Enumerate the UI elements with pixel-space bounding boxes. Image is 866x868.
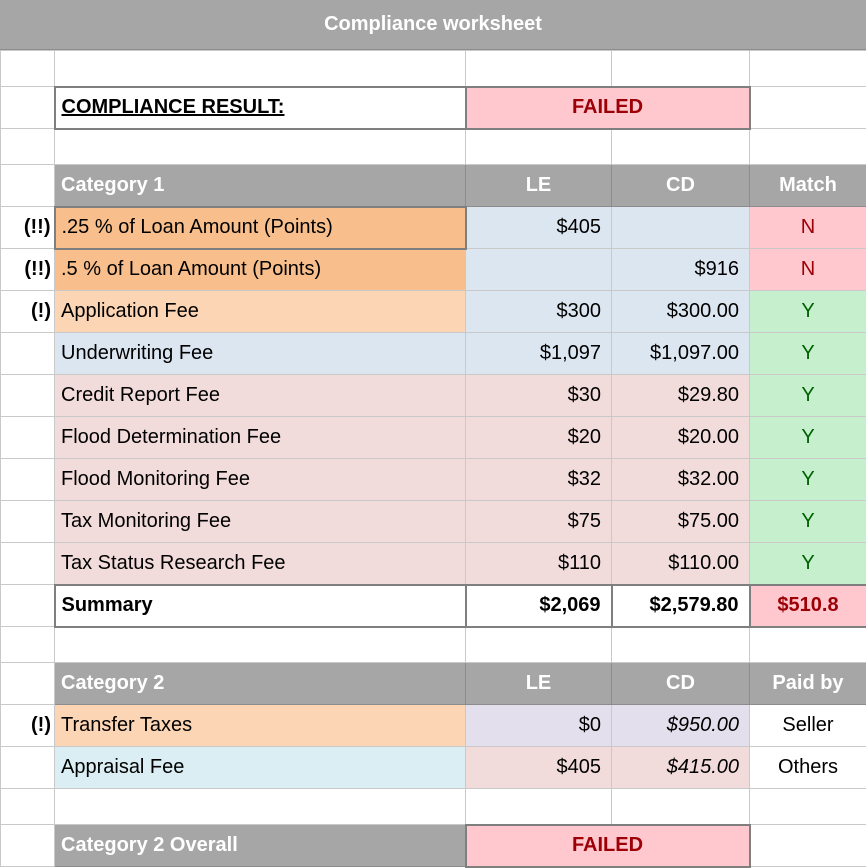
table-row [1, 375, 866, 417]
category2-header-name[interactable]: Category 2 [55, 663, 466, 705]
fee-le[interactable]: $32 [466, 459, 612, 501]
table-row [1, 705, 866, 747]
category2-header-row [1, 663, 866, 705]
fee-cd[interactable]: $75.00 [612, 501, 750, 543]
table-row [1, 249, 866, 291]
fee-name[interactable]: Tax Status Research Fee [55, 543, 466, 585]
warning-flag[interactable] [1, 333, 55, 375]
fee-cd[interactable] [612, 207, 750, 249]
cell[interactable] [612, 789, 750, 825]
warning-flag[interactable] [1, 501, 55, 543]
blank-row [1, 627, 866, 663]
cell[interactable] [466, 789, 612, 825]
category2-header-cd[interactable]: CD [612, 663, 750, 705]
fee-name[interactable]: .25 % of Loan Amount (Points) [55, 207, 466, 249]
table-row [1, 459, 866, 501]
fee-le[interactable]: $1,097 [466, 333, 612, 375]
table-row [1, 501, 866, 543]
warning-flag[interactable] [1, 747, 55, 789]
cell[interactable] [612, 627, 750, 663]
warning-flag[interactable]: (!!) [1, 207, 55, 249]
compliance-result-label[interactable]: COMPLIANCE RESULT: [55, 87, 466, 129]
fee-match[interactable]: N [750, 249, 866, 291]
summary-difference[interactable]: $510.8 [750, 585, 866, 627]
table-row [1, 207, 866, 249]
table-row [1, 747, 866, 789]
category1-header-match[interactable]: Match [750, 165, 866, 207]
category1-header-le[interactable]: LE [466, 165, 612, 207]
summary-row [1, 585, 866, 627]
category1-header-name[interactable]: Category 1 [55, 165, 466, 207]
fee-le[interactable] [466, 249, 612, 291]
fee-cd[interactable]: $110.00 [612, 543, 750, 585]
worksheet-title: Compliance worksheet [0, 0, 866, 50]
cell[interactable] [750, 87, 866, 129]
fee-cd[interactable]: $32.00 [612, 459, 750, 501]
warning-flag[interactable] [1, 375, 55, 417]
cell[interactable] [750, 627, 866, 663]
cell[interactable] [466, 51, 612, 87]
cell[interactable] [1, 663, 55, 705]
fee-name[interactable]: Appraisal Fee [55, 747, 466, 789]
cell[interactable] [466, 627, 612, 663]
fee-name[interactable]: Application Fee [55, 291, 466, 333]
fee-le[interactable]: $0 [466, 705, 612, 747]
fee-name[interactable]: Tax Monitoring Fee [55, 501, 466, 543]
cell[interactable] [1, 789, 55, 825]
cell[interactable] [1, 51, 55, 87]
fee-match[interactable]: Y [750, 501, 866, 543]
fee-name[interactable]: Flood Monitoring Fee [55, 459, 466, 501]
worksheet-grid [0, 50, 866, 868]
cell[interactable] [1, 627, 55, 663]
fee-cd[interactable]: $1,097.00 [612, 333, 750, 375]
blank-row [1, 51, 866, 87]
warning-flag[interactable]: (!!) [1, 249, 55, 291]
warning-flag[interactable] [1, 459, 55, 501]
cell[interactable] [466, 129, 612, 165]
category2-overall-value[interactable]: FAILED [466, 825, 750, 867]
table-row [1, 417, 866, 459]
cell[interactable] [1, 129, 55, 165]
cell[interactable] [55, 51, 466, 87]
category2-overall-label[interactable]: Category 2 Overall [55, 825, 466, 867]
fee-le[interactable]: $405 [466, 747, 612, 789]
summary-label[interactable]: Summary [55, 585, 466, 627]
cell[interactable] [612, 129, 750, 165]
fee-name[interactable]: .5 % of Loan Amount (Points) [55, 249, 466, 291]
fee-le[interactable]: $30 [466, 375, 612, 417]
fee-match[interactable]: Y [750, 333, 866, 375]
fee-match[interactable]: N [750, 207, 866, 249]
cell[interactable] [1, 825, 55, 867]
summary-le[interactable]: $2,069 [466, 585, 612, 627]
table-row [1, 543, 866, 585]
category2-header-paid-by[interactable]: Paid by [750, 663, 866, 705]
cell[interactable] [1, 585, 55, 627]
category1-header-row [1, 165, 866, 207]
fee-name[interactable]: Flood Determination Fee [55, 417, 466, 459]
cell[interactable] [750, 789, 866, 825]
cell[interactable] [750, 51, 866, 87]
warning-flag[interactable]: (!) [1, 705, 55, 747]
fee-paid-by[interactable]: Seller [750, 705, 866, 747]
warning-flag[interactable] [1, 417, 55, 459]
cell[interactable] [750, 129, 866, 165]
warning-flag[interactable]: (!) [1, 291, 55, 333]
fee-paid-by[interactable]: Others [750, 747, 866, 789]
cell[interactable] [750, 825, 866, 867]
fee-match[interactable]: Y [750, 543, 866, 585]
cell[interactable] [612, 51, 750, 87]
fee-cd[interactable]: $29.80 [612, 375, 750, 417]
blank-row [1, 789, 866, 825]
fee-match[interactable]: Y [750, 375, 866, 417]
cell[interactable] [1, 87, 55, 129]
fee-le[interactable]: $405 [466, 207, 612, 249]
fee-name[interactable]: Underwriting Fee [55, 333, 466, 375]
category1-header-cd[interactable]: CD [612, 165, 750, 207]
fee-match[interactable]: Y [750, 459, 866, 501]
fee-cd[interactable]: $415.00 [612, 747, 750, 789]
cell[interactable] [55, 789, 466, 825]
fee-cd[interactable]: $916 [612, 249, 750, 291]
fee-match[interactable]: Y [750, 417, 866, 459]
category2-header-le[interactable]: LE [466, 663, 612, 705]
table-row [1, 333, 866, 375]
compliance-result-value[interactable]: FAILED [466, 87, 750, 129]
compliance-result-row [1, 87, 866, 129]
fee-name[interactable]: Credit Report Fee [55, 375, 466, 417]
fee-cd[interactable]: $20.00 [612, 417, 750, 459]
cell[interactable] [55, 129, 466, 165]
fee-name[interactable]: Transfer Taxes [55, 705, 466, 747]
category2-overall-row [1, 825, 866, 867]
fee-match[interactable]: Y [750, 291, 866, 333]
cell[interactable] [55, 627, 466, 663]
fee-cd[interactable]: $950.00 [612, 705, 750, 747]
fee-le[interactable]: $75 [466, 501, 612, 543]
blank-row [1, 129, 866, 165]
table-row [1, 291, 866, 333]
warning-flag[interactable] [1, 543, 55, 585]
fee-cd[interactable]: $300.00 [612, 291, 750, 333]
fee-le[interactable]: $300 [466, 291, 612, 333]
fee-le[interactable]: $110 [466, 543, 612, 585]
cell[interactable] [1, 165, 55, 207]
summary-cd[interactable]: $2,579.80 [612, 585, 750, 627]
fee-le[interactable]: $20 [466, 417, 612, 459]
